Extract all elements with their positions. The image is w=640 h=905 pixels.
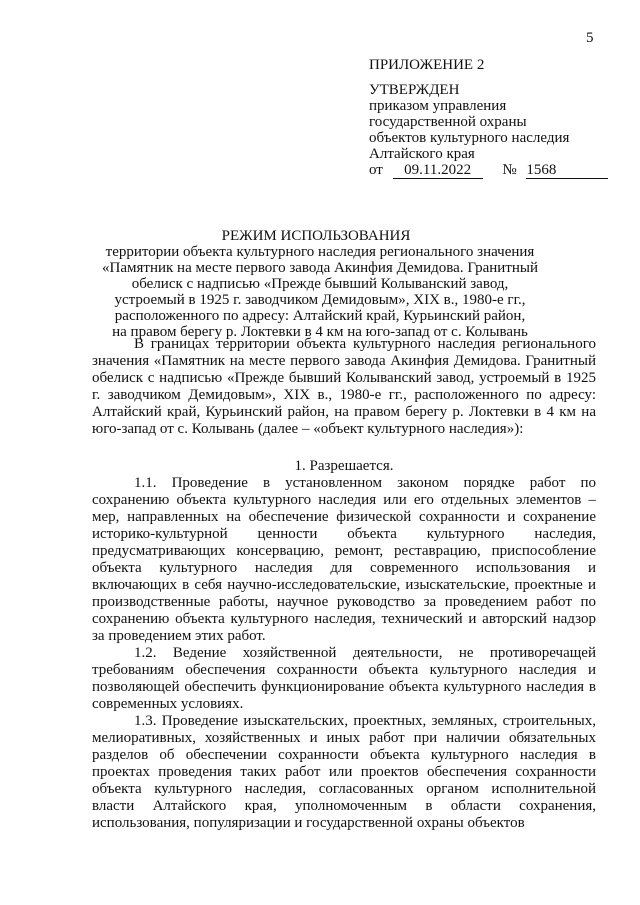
document-title (0, 228, 640, 340)
title-line: расположенного по адресу: Алтайский край, Курьинский район, (114, 308, 526, 324)
approval-line: объектов культурного наследия (369, 130, 570, 146)
section-1 (92, 458, 596, 832)
title-line: на правом берегу р. Локтевки в 4 км на юго-запад от с. Колывань (112, 324, 528, 340)
clause-1-2: 1.2. Ведение хозяйственной деятельности, не противоречащей требованиям обеспечения сохранности объекта культурного наследия и позволяющей обеспечить функционирование объекта культурного наследия в современных условиях. (92, 645, 596, 712)
clause-1-1: 1.1. Проведение в установленном законом порядке работ по сохранению объекта культурного наследия или его отдельных элементов – мер, направленных на обеспечение физической сохранности и сохранение историко-культурной ценности объекта культурного наследия, предусматривающих консервацию, ремонт, реставрацию, приспособление объекта культурного наследия для современного использования и включающих в себя научно-исследовательские, изыскательские, проектные и производственные работы, научное руководство за проведением работ по сохранению объекта культурного наследия, технический и авторский надзор за проведением этих работ. (92, 475, 596, 644)
appendix-label: ПРИЛОЖЕНИЕ 2 (369, 57, 485, 73)
title-line: «Памятник на месте первого завода Акинфия Демидова. Гранитный (102, 260, 538, 276)
approved-label: УТВЕРЖДЕН (369, 82, 460, 98)
page-number: 5 (586, 30, 594, 46)
title-line: обелиск с надписью «Прежде бывший Колыванский завод, (131, 276, 509, 292)
title-line: устроемый в 1925 г. заводчиком Демидовым», XIX в., 1980-е гг., (114, 292, 526, 308)
clause-1-3: 1.3. Проведение изыскательских, проектных, земляных, строительных, мелиоративных, хозяйственных и иных работ при наличии обязательных разделов об обеспечении сохранности объекта культурного наследия в проектах проведения таких работ или проектов обеспечения сохранности объекта культурного наследия, согласованных органом исполнительной власти Алтайского края, уполномоченным в области сохранения, использования, популяризации и государственной охраны объектов (92, 713, 596, 831)
approval-line: приказом управления (369, 98, 507, 114)
approval-line: государственной охраны (369, 114, 527, 130)
date-prefix: от (369, 162, 383, 178)
title-heading: РЕЖИМ ИСПОЛЬЗОВАНИЯ (221, 228, 411, 244)
order-date-number (369, 162, 608, 179)
intro-paragraph: В границах территории объекта культурного наследия регионального значения «Памятник на месте первого завода Акинфия Демидова. Гранитный обелиск с надписью «Прежде бывший Колыванский завод, устроемый в 1925 г. заводчиком Демидовым», XIX в., 1980-е гг., расположенного по адресу: Алтайский край, Курьинский район, на правом берегу р. Локтевки в 4 км на юго-запад от с. Колывань (далее – «объект культурного наследия»): (92, 336, 596, 437)
approval-line: Алтайского края (369, 146, 475, 162)
order-number: 1568 (526, 163, 608, 179)
approval-stamp (369, 57, 608, 179)
section-heading: 1. Разрешается. (294, 458, 394, 474)
intro-paragraph-block (92, 336, 596, 438)
title-line: территории объекта культурного наследия регионального значения (105, 244, 535, 260)
order-date: 09.11.2022 (393, 163, 483, 179)
number-sign: № (502, 162, 517, 178)
